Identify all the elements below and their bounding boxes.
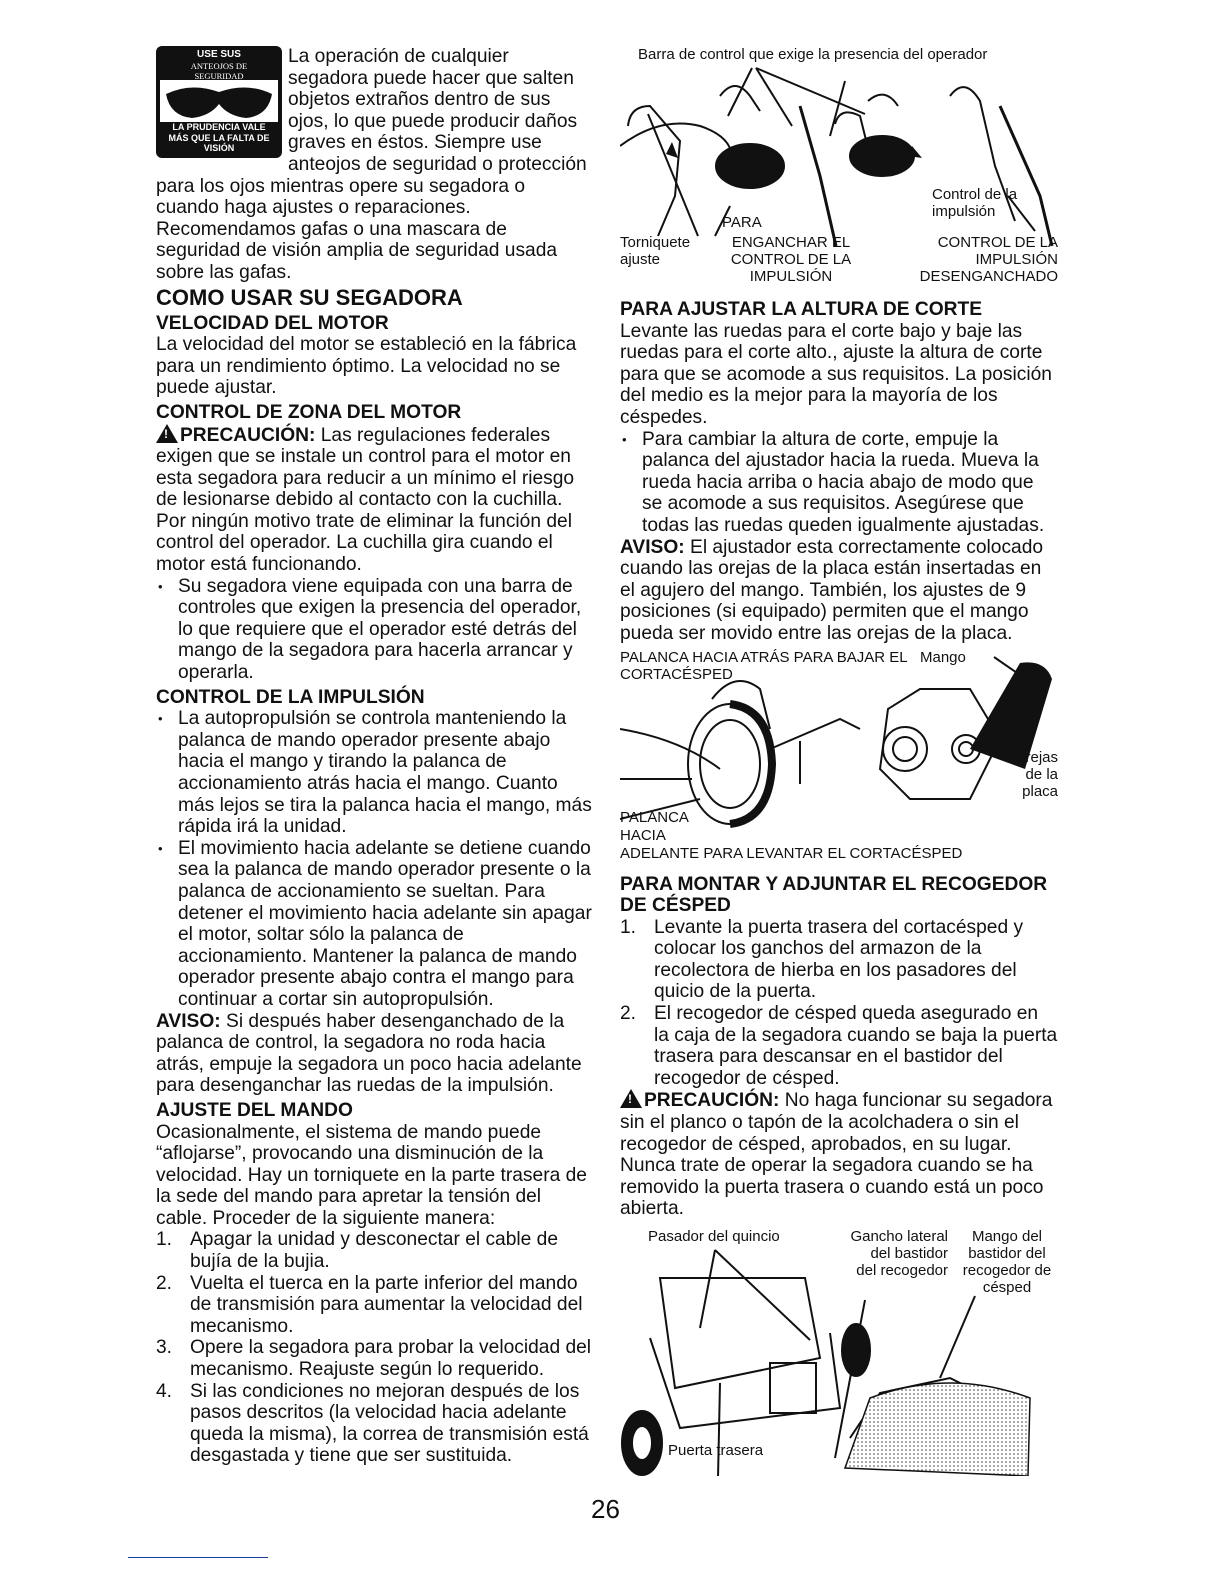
step-text: Apagar la unidad y desconectar el cable de bujía de la bujia. bbox=[190, 1229, 559, 1273]
left-column bbox=[156, 46, 592, 1467]
aviso-text: Si después haber desenganchado de la palanca de control, la segadora no roda hacia atrás, empuje la segadora un poco hacia adelante para desenganchar las ruedas de la impulsión. bbox=[156, 1010, 582, 1097]
caution-label: PRECAUCIÓN: bbox=[180, 424, 316, 446]
adjust-step bbox=[156, 1381, 592, 1467]
caution-text: No haga funcionar su segadora sin el planco o tapón de la acolchadera o sin el recogedor de césped, aprobados, en su lugar. Nunca trate de operar la segadora cuando se ha removido la puerta trasera o cuando está un poco abierta. bbox=[620, 1090, 1053, 1220]
section-title: COMO USAR SU SEGADORA bbox=[156, 284, 463, 310]
badge-bottom: LA PRUDENCIA VALE MÁS QUE LA FALTA DE VISIÓN bbox=[168, 122, 270, 153]
drive-bullet-2: • El movimiento hacia adelante se detiene cuando sea la palanca de mando operador presente o la palanca de accionamiento se sueltan. Para detener el movimiento hacia adelante sin apagar el motor, soltar sólo la palanca de accionamiento. Mantener la palanca de mando operador presente abajo contra el mango para continuar a cortar sin autopropulsión. bbox=[156, 838, 592, 1011]
drive-heading: CONTROL DE LA IMPULSIÓN bbox=[156, 686, 425, 708]
aviso-label: AVISO: bbox=[156, 1010, 221, 1032]
fig3-puerta: Puerta trasera bbox=[668, 1442, 764, 1459]
speed-heading: VELOCIDAD DEL MOTOR bbox=[156, 312, 389, 334]
right-caution bbox=[620, 1089, 1058, 1220]
intro-paragraph: La operación de cualquier segadora puede hacer que salten objetos extraños dentro de sus ojos, lo que puede producir daños graves en éstos. Siempre use anteojos de seguridad o protección para los ojos mientras opere su segadora o cuando haga ajustes o reparaciones. Recomendamos gafas o una mascara de seguridad de visión amplia de seguridad usada sobre las gafas. bbox=[156, 46, 587, 283]
fig2-lever-back: PALANCA HACIA ATRÁS PARA BAJAR EL CORTACÉSPED bbox=[620, 648, 908, 683]
right-aviso bbox=[620, 537, 1058, 645]
fig1-torniquete: Torniquete ajuste bbox=[620, 234, 691, 268]
footer-rule bbox=[128, 1557, 268, 1558]
mount-step bbox=[620, 1003, 1058, 1089]
fig1-disengaged: CONTROL DE LA IMPULSIÓN DESENGANCHADO bbox=[919, 234, 1058, 285]
adjust-step bbox=[156, 1229, 592, 1272]
zone-heading: CONTROL DE ZONA DEL MOTOR bbox=[156, 401, 462, 423]
fig3-gancho: Gancho lateral del bastidor del recogedor bbox=[850, 1228, 948, 1279]
fig1-para: PARA bbox=[722, 214, 762, 231]
fig1-top-caption: Barra de control que exige la presencia del operador bbox=[638, 46, 988, 63]
fig2-mango: Mango bbox=[920, 648, 966, 666]
height-heading: PARA AJUSTAR LA ALTURA DE CORTE bbox=[620, 299, 983, 320]
control-bar-figure bbox=[620, 46, 1058, 296]
step-text: Vuelta el tuerca en la parte inferior del mando de transmisión para aumentar la velocidad del mecanismo. bbox=[190, 1272, 583, 1337]
mount-step bbox=[620, 917, 1058, 1003]
step-number: 1. bbox=[620, 916, 637, 938]
aviso-paragraph bbox=[156, 1011, 592, 1097]
step-number: 2. bbox=[620, 1003, 637, 1025]
grass-catcher-figure bbox=[620, 1228, 1058, 1476]
zone-caution bbox=[156, 424, 592, 576]
fig2-lever-forward-3: ADELANTE PARA LEVANTAR EL CORTACÉSPED bbox=[620, 844, 963, 862]
step-number: 4. bbox=[156, 1380, 173, 1402]
adjust-step bbox=[156, 1273, 592, 1338]
fig2-orejas: Orejas de la placa bbox=[1013, 748, 1058, 800]
right-column bbox=[620, 46, 1058, 1476]
badge-top: USE SUS bbox=[197, 49, 241, 60]
badge-middle: ANTEOJOS DE SEGURIDAD bbox=[190, 61, 248, 81]
fig3-mango-bastidor: Mango del bastidor del recogedor de césped bbox=[962, 1228, 1052, 1296]
aviso-label: AVISO: bbox=[620, 536, 685, 558]
fig2-lever-forward-2: HACIA bbox=[620, 826, 666, 844]
warning-icon bbox=[156, 424, 178, 443]
fig1-control-label: Control de la impulsión bbox=[932, 186, 1018, 220]
zone-bullet: • Su segadora viene equipada con una barra de controles que exigen la presencia del operador, lo que requiere que el operador esté detrás del mango de la segadora para hacerla arrancar y operarla. bbox=[156, 576, 592, 684]
step-number: 2. bbox=[156, 1272, 173, 1294]
caution-label: PRECAUCIÓN: bbox=[644, 1090, 780, 1112]
step-text: El recogedor de césped queda asegurado en la caja de la segadora cuando se baja la puerta trasera para descansar en el bastidor del recogedor de césped. bbox=[654, 1003, 1058, 1089]
adjust-heading: AJUSTE DEL MANDO bbox=[156, 1099, 353, 1121]
fig1-engage: ENGANCHAR EL CONTROL DE LA IMPULSIÓN bbox=[730, 234, 852, 285]
mount-heading: PARA MONTAR Y ADJUNTAR EL RECOGEDOR DE CÉSPED bbox=[620, 873, 1048, 917]
fig3-pasador: Pasador del quincio bbox=[648, 1228, 780, 1245]
step-number: 3. bbox=[156, 1337, 173, 1359]
safety-glasses-badge bbox=[156, 46, 282, 158]
step-text: Si las condiciones no mejoran después de los pasos descritos (la velocidad hacia adelante queda la misma), la correa de transmisión está desgastada y tiene que ser sustituida. bbox=[190, 1380, 589, 1467]
warning-icon bbox=[620, 1089, 642, 1108]
adjust-step bbox=[156, 1337, 592, 1380]
step-text: Opere la segadora para probar la velocidad del mecanismo. Reajuste según lo requerido. bbox=[190, 1337, 592, 1381]
drive-bullet-1: • La autopropulsión se controla manteniendo la palanca de mando operador presente abajo hacia el mango y tirando la palanca de accionamiento atrás hacia el mango. Cuanto más lejos se tira la palanca hacia el mango, más rápida irá la unidad. bbox=[156, 708, 592, 838]
height-bullet: • Para cambiar la altura de corte, empuje la palanca del ajustador hacia la rueda. Mueva la rueda hacia arriba o hacia abajo de modo que se acomode a sus requisitos. Asegúrese que todas las ruedas queden igualmente ajustadas. bbox=[620, 429, 1058, 537]
speed-text: La velocidad del motor se estableció en la fábrica para un rendimiento óptimo. La velocidad no se puede ajustar. bbox=[156, 334, 577, 399]
aviso-text: El ajustador esta correctamente colocado cuando las orejas de la placa están insertadas en el agujero del mango. También, los ajustes de 9 posiciones (si equipado) permiten que el mango pueda ser movido entre las orejas de la placa. bbox=[620, 536, 1044, 644]
step-number: 1. bbox=[156, 1229, 173, 1251]
page-number: 26 bbox=[591, 1494, 620, 1524]
fig2-lever-forward-1: PALANCA bbox=[620, 808, 689, 826]
height-text: Levante las ruedas para el corte bajo y baje las ruedas para el corte alto., ajuste la altura de corte para que se acomode a sus requisitos. La posición del medio es la mejor para la mayoría de los céspedes. bbox=[620, 320, 1052, 428]
caution-text: Las regulaciones federales exigen que se instale un control para el motor en esta segadora para reducir a un mínimo el riesgo de lesionarse debido al contacto con la cuchilla. Por ningún motivo trate de eliminar la función del control del operador. La cuchilla gira cuando el motor está funcionando. bbox=[156, 424, 575, 576]
height-lever-figure bbox=[620, 649, 1058, 871]
adjust-text: Ocasionalmente, el sistema de mando puede “aflojarse”, provocando una disminución de la velocidad. Hay un torniquete en la parte trasera de la sede del mando para apretar la tensión del cable. Proceder de la siguiente manera: bbox=[156, 1121, 587, 1229]
step-text: Levante la puerta trasera del cortacésped y colocar los ganchos del armazon de la recolectora de hierba en los pasadores del quicio de la puerta. bbox=[654, 916, 1024, 1003]
